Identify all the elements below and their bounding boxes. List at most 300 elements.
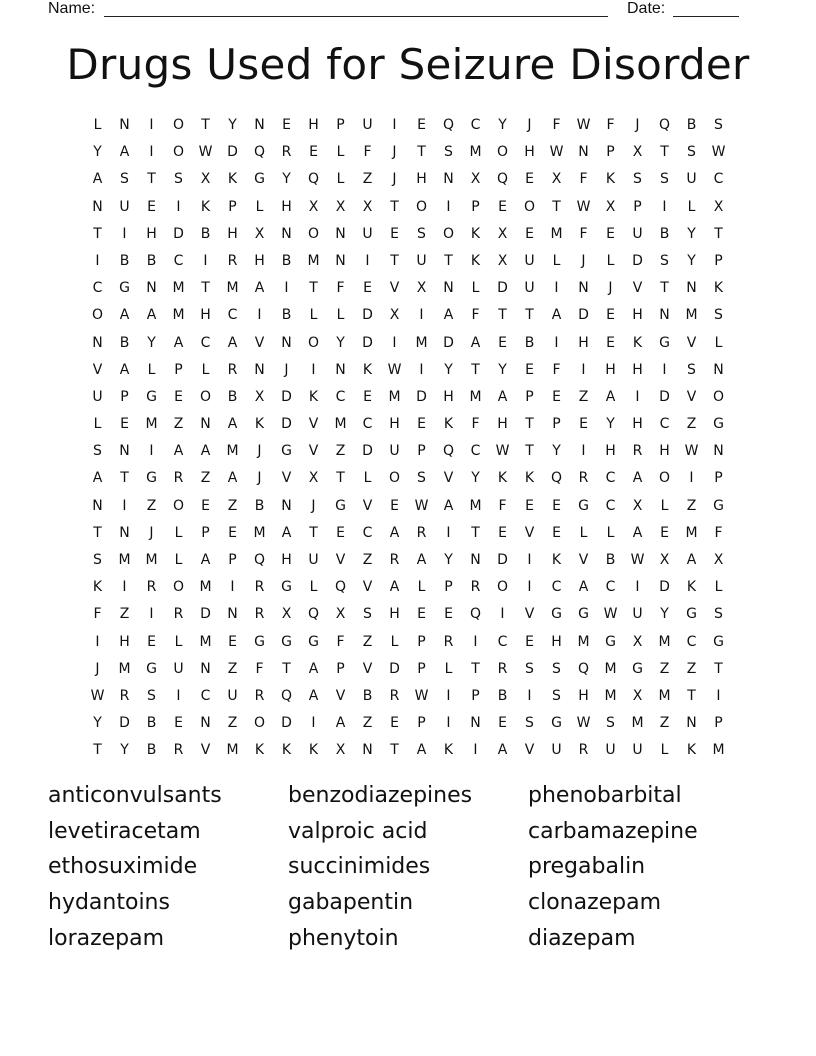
grid-letter[interactable]: N (281, 497, 292, 514)
grid-letter[interactable]: E (552, 524, 561, 541)
grid-letter[interactable]: X (497, 252, 508, 269)
grid-letter[interactable]: M (658, 687, 671, 704)
grid-letter[interactable]: M (685, 307, 698, 324)
grid-letter[interactable]: S (660, 252, 669, 269)
grid-letter[interactable]: X (659, 552, 670, 568)
grid-letter[interactable]: E (525, 361, 534, 378)
grid-letter[interactable]: K (281, 742, 292, 759)
grid-letter[interactable]: T (498, 307, 507, 324)
grid-letter[interactable]: D (578, 307, 589, 324)
grid-letter[interactable]: O (496, 144, 509, 161)
grid-letter[interactable]: P (714, 715, 723, 732)
grid-letter[interactable]: G (713, 416, 724, 433)
grid-letter[interactable]: N (713, 361, 724, 378)
grid-letter[interactable]: V (335, 687, 346, 704)
grid-letter[interactable]: Y (228, 117, 237, 133)
grid-letter[interactable]: E (174, 388, 183, 405)
grid-letter[interactable]: L (417, 579, 426, 596)
grid-letter[interactable]: T (390, 198, 399, 215)
grid-letter[interactable]: B (281, 252, 292, 269)
grid-letter[interactable]: Y (498, 117, 507, 133)
grid-letter[interactable]: S (660, 171, 669, 188)
grid-letter[interactable]: G (335, 497, 346, 514)
grid-letter[interactable]: M (577, 633, 590, 650)
grid-letter[interactable]: L (336, 144, 345, 161)
grid-letter[interactable]: T (120, 470, 129, 487)
grid-letter[interactable]: N (659, 307, 670, 324)
grid-letter[interactable]: A (173, 334, 184, 351)
grid-letter[interactable]: G (146, 660, 157, 677)
grid-letter[interactable]: F (336, 280, 345, 297)
grid-letter[interactable]: I (581, 361, 586, 378)
grid-letter[interactable]: X (254, 225, 265, 242)
grid-letter[interactable]: N (119, 443, 130, 460)
grid-letter[interactable]: V (200, 742, 211, 759)
grid-letter[interactable]: K (92, 579, 103, 596)
grid-letter[interactable]: G (659, 334, 670, 351)
grid-letter[interactable]: W (576, 117, 591, 133)
grid-letter[interactable]: I (122, 225, 127, 242)
grid-letter[interactable]: H (416, 171, 427, 188)
grid-letter[interactable]: S (714, 117, 723, 133)
grid-letter[interactable]: F (579, 225, 588, 242)
grid-letter[interactable]: S (147, 687, 156, 704)
grid-letter[interactable]: L (579, 524, 588, 541)
grid-letter[interactable]: E (147, 633, 156, 650)
grid-letter[interactable]: U (686, 171, 697, 188)
grid-letter[interactable]: K (686, 579, 697, 596)
grid-letter[interactable]: K (308, 742, 319, 759)
grid-letter[interactable]: N (335, 361, 346, 378)
grid-letter[interactable]: N (200, 660, 211, 677)
grid-letter[interactable]: E (309, 144, 318, 161)
grid-letter[interactable]: E (363, 280, 372, 297)
grid-letter[interactable]: G (713, 497, 724, 514)
grid-letter[interactable]: N (200, 715, 211, 732)
grid-letter[interactable]: C (686, 633, 697, 650)
grid-letter[interactable]: O (442, 225, 455, 242)
grid-letter[interactable]: E (282, 117, 291, 133)
grid-letter[interactable]: P (471, 687, 480, 704)
grid-letter[interactable]: Y (471, 470, 480, 487)
grid-letter[interactable]: Y (93, 715, 102, 732)
grid-letter[interactable]: V (686, 388, 697, 405)
grid-letter[interactable]: Z (200, 470, 211, 487)
grid-letter[interactable]: M (388, 388, 401, 405)
grid-letter[interactable]: L (552, 252, 561, 269)
grid-letter[interactable]: U (416, 252, 427, 269)
grid-letter[interactable]: X (254, 388, 265, 405)
grid-letter[interactable]: R (254, 579, 265, 596)
grid-letter[interactable]: E (606, 307, 615, 324)
grid-letter[interactable]: F (255, 660, 264, 677)
grid-letter[interactable]: S (525, 660, 534, 677)
grid-letter[interactable]: R (254, 687, 265, 704)
grid-letter[interactable]: M (118, 552, 131, 568)
grid-letter[interactable]: R (416, 524, 427, 541)
grid-letter[interactable]: N (470, 715, 481, 732)
grid-letter[interactable]: C (470, 443, 481, 460)
grid-letter[interactable]: Y (444, 361, 453, 378)
grid-letter[interactable]: V (335, 552, 346, 568)
grid-letter[interactable]: A (200, 443, 211, 460)
grid-letter[interactable]: T (390, 252, 399, 269)
grid-letter[interactable]: R (227, 361, 238, 378)
grid-letter[interactable]: I (662, 361, 667, 378)
grid-letter[interactable]: T (390, 742, 399, 759)
grid-letter[interactable]: S (687, 144, 696, 161)
grid-letter[interactable]: L (147, 361, 156, 378)
grid-letter[interactable]: I (527, 579, 532, 596)
grid-letter[interactable]: B (200, 225, 211, 242)
grid-letter[interactable]: E (417, 606, 426, 623)
grid-letter[interactable]: U (227, 687, 238, 704)
grid-letter[interactable]: H (605, 443, 616, 460)
grid-letter[interactable]: O (172, 497, 185, 514)
grid-letter[interactable]: C (470, 117, 481, 133)
grid-letter[interactable]: F (498, 497, 507, 514)
grid-letter[interactable]: K (443, 416, 454, 433)
grid-letter[interactable]: D (659, 579, 670, 596)
grid-letter[interactable]: A (281, 524, 292, 541)
grid-letter[interactable]: R (443, 633, 454, 650)
grid-letter[interactable]: D (362, 334, 373, 351)
grid-letter[interactable]: V (524, 524, 535, 541)
grid-letter[interactable]: V (308, 416, 319, 433)
grid-letter[interactable]: N (470, 552, 481, 568)
grid-letter[interactable]: L (174, 524, 183, 541)
grid-letter[interactable]: B (497, 687, 508, 704)
grid-letter[interactable]: I (689, 470, 694, 487)
grid-letter[interactable]: A (389, 524, 400, 541)
grid-letter[interactable]: Q (469, 606, 482, 623)
grid-letter[interactable]: I (284, 280, 289, 297)
grid-letter[interactable]: I (473, 742, 478, 759)
grid-letter[interactable]: G (551, 606, 562, 623)
grid-letter[interactable]: U (308, 552, 319, 568)
grid-letter[interactable]: I (527, 552, 532, 568)
grid-letter[interactable]: V (362, 497, 373, 514)
grid-letter[interactable]: A (308, 687, 319, 704)
grid-letter[interactable]: G (578, 497, 589, 514)
grid-letter[interactable]: I (149, 443, 154, 460)
grid-letter[interactable]: I (311, 715, 316, 732)
grid-letter[interactable]: I (176, 687, 181, 704)
grid-letter[interactable]: H (632, 307, 643, 324)
grid-letter[interactable]: W (414, 687, 429, 704)
grid-letter[interactable]: H (308, 117, 319, 133)
grid-letter[interactable]: G (254, 633, 265, 650)
grid-letter[interactable]: E (228, 633, 237, 650)
grid-letter[interactable]: J (257, 470, 262, 487)
grid-letter[interactable]: W (603, 606, 618, 623)
grid-letter[interactable]: V (524, 606, 535, 623)
grid-letter[interactable]: E (444, 606, 453, 623)
grid-letter[interactable]: D (497, 280, 508, 297)
grid-letter[interactable]: L (255, 198, 264, 215)
grid-letter[interactable]: S (417, 470, 426, 487)
grid-letter[interactable]: E (660, 524, 669, 541)
grid-letter[interactable]: W (90, 687, 105, 704)
grid-letter[interactable]: A (497, 388, 508, 405)
grid-letter[interactable]: J (95, 660, 100, 677)
grid-letter[interactable]: N (713, 443, 724, 460)
grid-letter[interactable]: I (122, 497, 127, 514)
grid-letter[interactable]: Z (173, 416, 184, 433)
grid-letter[interactable]: P (120, 388, 129, 405)
grid-letter[interactable]: H (200, 307, 211, 324)
grid-letter[interactable]: F (552, 361, 561, 378)
grid-letter[interactable]: R (173, 742, 184, 759)
grid-letter[interactable]: P (714, 470, 723, 487)
grid-letter[interactable]: B (146, 252, 157, 269)
grid-letter[interactable]: S (363, 606, 372, 623)
grid-letter[interactable]: R (227, 252, 238, 269)
grid-letter[interactable]: Y (687, 225, 696, 242)
grid-letter[interactable]: E (498, 715, 507, 732)
grid-letter[interactable]: Z (686, 660, 697, 677)
grid-letter[interactable]: I (230, 579, 235, 596)
grid-letter[interactable]: G (146, 470, 157, 487)
grid-letter[interactable]: H (524, 144, 535, 161)
grid-letter[interactable]: C (362, 524, 373, 541)
grid-letter[interactable]: A (92, 470, 103, 487)
grid-letter[interactable]: Y (93, 144, 102, 161)
grid-letter[interactable]: K (686, 742, 697, 759)
grid-letter[interactable]: T (93, 225, 102, 242)
grid-letter[interactable]: W (711, 144, 726, 161)
grid-letter[interactable]: I (446, 524, 451, 541)
grid-letter[interactable]: B (659, 225, 670, 242)
grid-letter[interactable]: X (200, 171, 211, 188)
grid-letter[interactable]: L (309, 307, 318, 324)
grid-letter[interactable]: H (389, 606, 400, 623)
grid-letter[interactable]: A (119, 307, 130, 324)
grid-letter[interactable]: J (284, 361, 289, 378)
grid-letter[interactable]: E (525, 497, 534, 514)
grid-letter[interactable]: D (659, 388, 670, 405)
grid-letter[interactable]: L (660, 497, 669, 514)
grid-letter[interactable]: U (632, 606, 643, 623)
grid-letter[interactable]: U (362, 225, 373, 242)
grid-letter[interactable]: E (228, 524, 237, 541)
grid-letter[interactable]: I (365, 252, 370, 269)
grid-letter[interactable]: Q (442, 117, 455, 133)
grid-letter[interactable]: D (281, 715, 292, 732)
grid-letter[interactable]: M (415, 334, 428, 351)
grid-letter[interactable]: L (390, 633, 399, 650)
grid-letter[interactable]: M (145, 416, 158, 433)
grid-letter[interactable]: M (685, 524, 698, 541)
grid-letter[interactable]: X (470, 171, 481, 188)
grid-letter[interactable]: M (550, 225, 563, 242)
grid-letter[interactable]: I (149, 117, 154, 133)
grid-letter[interactable]: J (392, 144, 397, 161)
grid-letter[interactable]: Q (577, 660, 590, 677)
grid-letter[interactable]: Z (362, 171, 373, 188)
grid-letter[interactable]: S (174, 171, 183, 188)
grid-letter[interactable]: B (686, 117, 697, 133)
grid-letter[interactable]: H (119, 633, 130, 650)
grid-letter[interactable]: D (416, 388, 427, 405)
grid-letter[interactable]: G (281, 633, 292, 650)
grid-letter[interactable]: E (120, 416, 129, 433)
grid-letter[interactable]: I (527, 687, 532, 704)
grid-letter[interactable]: R (119, 687, 130, 704)
grid-letter[interactable]: T (660, 280, 669, 297)
grid-letter[interactable]: M (226, 742, 239, 759)
grid-letter[interactable]: S (444, 144, 453, 161)
grid-letter[interactable]: X (416, 280, 427, 297)
grid-letter[interactable]: L (714, 334, 723, 351)
grid-letter[interactable]: F (552, 117, 561, 133)
grid-letter[interactable]: W (198, 144, 213, 161)
grid-letter[interactable]: V (308, 443, 319, 460)
grid-letter[interactable]: C (335, 388, 346, 405)
grid-letter[interactable]: O (172, 117, 185, 133)
grid-letter[interactable]: W (576, 198, 591, 215)
grid-letter[interactable]: T (93, 524, 102, 541)
grid-letter[interactable]: C (605, 470, 616, 487)
grid-letter[interactable]: M (469, 388, 482, 405)
grid-letter[interactable]: Q (496, 171, 509, 188)
grid-letter[interactable]: X (335, 198, 346, 215)
grid-letter[interactable]: I (311, 361, 316, 378)
grid-letter[interactable]: A (470, 334, 481, 351)
grid-letter[interactable]: T (471, 361, 480, 378)
grid-letter[interactable]: V (524, 742, 535, 759)
grid-letter[interactable]: T (147, 171, 156, 188)
grid-letter[interactable]: H (227, 225, 238, 242)
grid-letter[interactable]: Y (282, 171, 291, 188)
grid-letter[interactable]: E (417, 416, 426, 433)
grid-letter[interactable]: Y (120, 742, 129, 759)
grid-letter[interactable]: Y (687, 252, 696, 269)
grid-letter[interactable]: H (281, 552, 292, 568)
grid-letter[interactable]: C (173, 252, 184, 269)
grid-letter[interactable]: K (713, 280, 724, 297)
grid-letter[interactable]: K (443, 742, 454, 759)
grid-letter[interactable]: Z (686, 497, 697, 514)
grid-letter[interactable]: X (632, 687, 643, 704)
grid-letter[interactable]: T (282, 660, 291, 677)
grid-letter[interactable]: T (471, 524, 480, 541)
grid-letter[interactable]: E (498, 198, 507, 215)
grid-letter[interactable]: G (146, 388, 157, 405)
grid-letter[interactable]: R (578, 742, 589, 759)
grid-letter[interactable]: A (632, 524, 643, 541)
grid-letter[interactable]: P (417, 633, 426, 650)
grid-letter[interactable]: U (362, 117, 373, 133)
grid-letter[interactable]: B (146, 742, 157, 759)
grid-letter[interactable]: L (444, 660, 453, 677)
grid-letter[interactable]: G (281, 579, 292, 596)
grid-letter[interactable]: H (443, 388, 454, 405)
grid-letter[interactable]: T (93, 742, 102, 759)
grid-letter[interactable]: H (632, 361, 643, 378)
grid-letter[interactable]: H (281, 198, 292, 215)
grid-letter[interactable]: X (308, 198, 319, 215)
grid-letter[interactable]: H (578, 687, 589, 704)
grid-letter[interactable]: G (119, 280, 130, 297)
grid-letter[interactable]: I (446, 715, 451, 732)
grid-letter[interactable]: K (632, 334, 643, 351)
grid-letter[interactable]: R (146, 579, 157, 596)
grid-letter[interactable]: E (390, 497, 399, 514)
grid-letter[interactable]: W (576, 715, 591, 732)
grid-letter[interactable]: D (200, 606, 211, 623)
grid-letter[interactable]: A (146, 307, 157, 324)
grid-letter[interactable]: Y (147, 334, 156, 351)
grid-letter[interactable]: I (203, 252, 208, 269)
grid-letter[interactable]: U (605, 742, 616, 759)
grid-letter[interactable]: A (119, 144, 130, 161)
grid-letter[interactable]: C (200, 334, 211, 351)
grid-letter[interactable]: F (579, 171, 588, 188)
grid-letter[interactable]: N (146, 280, 157, 297)
grid-letter[interactable]: R (578, 470, 589, 487)
grid-letter[interactable]: Z (362, 633, 373, 650)
grid-letter[interactable]: A (578, 579, 589, 596)
grid-letter[interactable]: U (119, 198, 130, 215)
grid-letter[interactable]: N (254, 361, 265, 378)
grid-letter[interactable]: M (469, 144, 482, 161)
grid-letter[interactable]: Z (227, 715, 238, 732)
grid-letter[interactable]: C (605, 497, 616, 514)
grid-letter[interactable]: P (201, 524, 210, 541)
grid-letter[interactable]: S (687, 361, 696, 378)
grid-letter[interactable]: U (632, 225, 643, 242)
grid-letter[interactable]: M (145, 552, 158, 568)
grid-letter[interactable]: Q (550, 470, 563, 487)
grid-letter[interactable]: I (176, 198, 181, 215)
grid-letter[interactable]: G (281, 443, 292, 460)
grid-letter[interactable]: M (604, 687, 617, 704)
grid-letter[interactable]: E (363, 388, 372, 405)
grid-letter[interactable]: L (336, 171, 345, 188)
grid-letter[interactable]: P (228, 198, 237, 215)
grid-letter[interactable]: V (443, 470, 454, 487)
grid-letter[interactable]: J (635, 117, 640, 133)
grid-letter[interactable]: W (549, 144, 564, 161)
grid-letter[interactable]: L (606, 252, 615, 269)
grid-letter[interactable]: A (254, 280, 265, 297)
grid-letter[interactable]: H (551, 633, 562, 650)
grid-letter[interactable]: K (362, 361, 373, 378)
grid-letter[interactable]: T (417, 144, 426, 161)
grid-letter[interactable]: G (551, 715, 562, 732)
grid-letter[interactable]: K (254, 416, 265, 433)
grid-letter[interactable]: W (414, 497, 429, 514)
grid-letter[interactable]: P (471, 198, 480, 215)
grid-letter[interactable]: H (605, 361, 616, 378)
grid-letter[interactable]: K (308, 388, 319, 405)
grid-letter[interactable]: A (443, 497, 454, 514)
grid-letter[interactable]: Q (334, 579, 347, 596)
grid-letter[interactable]: I (95, 633, 100, 650)
grid-letter[interactable]: Z (227, 497, 238, 514)
grid-letter[interactable]: D (281, 388, 292, 405)
grid-letter[interactable]: E (525, 633, 534, 650)
grid-letter[interactable]: H (146, 225, 157, 242)
grid-letter[interactable]: L (336, 307, 345, 324)
grid-letter[interactable]: N (686, 715, 697, 732)
grid-letter[interactable]: N (443, 280, 454, 297)
grid-letter[interactable]: X (281, 606, 292, 623)
grid-letter[interactable]: C (227, 307, 238, 324)
grid-letter[interactable]: O (712, 388, 725, 405)
grid-letter[interactable]: Z (335, 443, 346, 460)
